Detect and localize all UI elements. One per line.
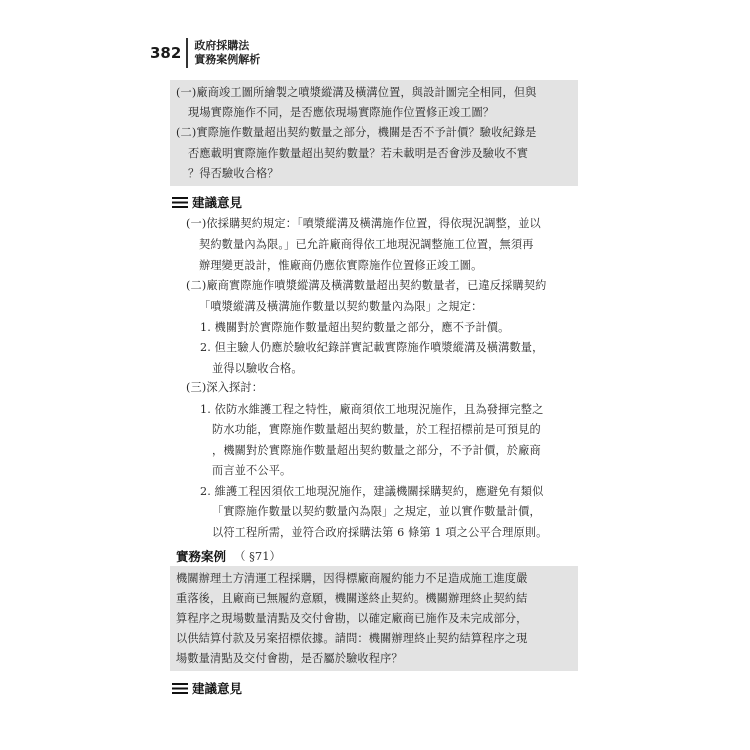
advice-line: 「噴漿縱溝及橫溝施作數量以契約數量內為限」之規定： xyxy=(199,300,483,313)
advice-line: 契約數量內為限。」已允許廠商得依工地現況調整施工位置，無須再 xyxy=(199,238,534,251)
advice-line: 2. 維護工程因須依工地現況施作，建議機關採購契約，應避免有類似 xyxy=(200,485,544,498)
header-divider xyxy=(186,38,188,68)
case-section-ref: （ §71） xyxy=(234,549,282,563)
advice-line: 並得以驗收合格。 xyxy=(212,362,303,375)
advice-line: ，機關對於實際施作數量超出契約數量之部分，不予計價，於廠商 xyxy=(212,444,541,457)
case-heading xyxy=(176,547,281,565)
case-line: 場數量清點及交付會勘，是否屬於驗收程序？ xyxy=(176,652,403,665)
question-line: (一)廠商竣工圖所繪製之噴漿縱溝及橫溝位置，與設計圖完全相同，但與 xyxy=(176,86,537,99)
advice-line: 而言並不公平。 xyxy=(212,464,292,477)
case-line: 機關辦理土方清運工程採購，因得標廠商履約能力不足造成施工進度嚴 xyxy=(176,572,528,585)
case-label: 實務案例 xyxy=(176,549,227,564)
advice-line: 1. 機關對於實際施作數量超出契約數量之部分，應不予計價。 xyxy=(200,321,510,334)
book-title-line2: 實務案例解析 xyxy=(194,53,261,66)
book-title-line1: 政府採購法 xyxy=(194,39,250,52)
case-line: 算程序之現場數量清點及交付會勘，以確定廠商已施作及未完成部分， xyxy=(176,612,528,625)
advice-line: 「實際施作數量以契約數量內為限」之規定，並以實作數量計價， xyxy=(212,505,541,518)
question-line: (二)實際施作數量超出契約數量之部分，機關是否不予計價？驗收紀錄是 xyxy=(176,126,537,139)
case-line: 重落後，且廠商已無履約意願，機關遂終止契約。機關辦理終止契約結 xyxy=(176,592,528,605)
advice-heading-text: 建議意見 xyxy=(192,681,243,696)
advice-line: 防水功能，實際施作數量超出契約數量，於工程招標前是可預見的 xyxy=(212,423,541,436)
question-line: 現場實際施作不同，是否應依現場實際施作位置修正竣工圖？ xyxy=(188,106,495,119)
advice-line: (三)深入探討： xyxy=(186,381,264,394)
case-line: 以供結算付款及另案招標依據。請問：機關辦理終止契約結算程序之現 xyxy=(176,632,528,645)
book-title xyxy=(194,39,260,67)
advice-heading xyxy=(172,679,242,697)
question-line: ？得否驗收合格？ xyxy=(188,167,279,180)
advice-line: 以符工程所需，並符合政府採購法第 6 條第 1 項之公平合理原則。 xyxy=(212,526,548,539)
advice-heading xyxy=(172,193,242,211)
advice-line: 1. 依防水維護工程之特性，廠商須依工地現況施作，且為發揮完整之 xyxy=(200,403,544,416)
triple-bar-icon xyxy=(172,197,188,208)
question-line: 否應載明實際施作數量超出契約數量？若未載明是否會涉及驗收不實 xyxy=(188,147,529,160)
advice-line: (二)廠商實際施作噴漿縱溝及橫溝數量超出契約數量者，已違反採購契約 xyxy=(186,279,547,292)
triple-bar-icon xyxy=(172,683,188,694)
advice-line: (一)依採購契約規定：「噴漿縱溝及橫溝施作位置，得依現況調整，並以 xyxy=(186,217,541,230)
advice-heading-text: 建議意見 xyxy=(192,195,243,210)
page-number: 382 xyxy=(150,44,182,62)
advice-line: 辦理變更設計，惟廠商仍應依實際施作位置修正竣工圖。 xyxy=(199,259,483,272)
running-header xyxy=(150,36,260,70)
advice-line: 2. 但主驗人仍應於驗收紀錄詳實記載實際施作噴漿縱溝及橫溝數量， xyxy=(200,341,544,354)
